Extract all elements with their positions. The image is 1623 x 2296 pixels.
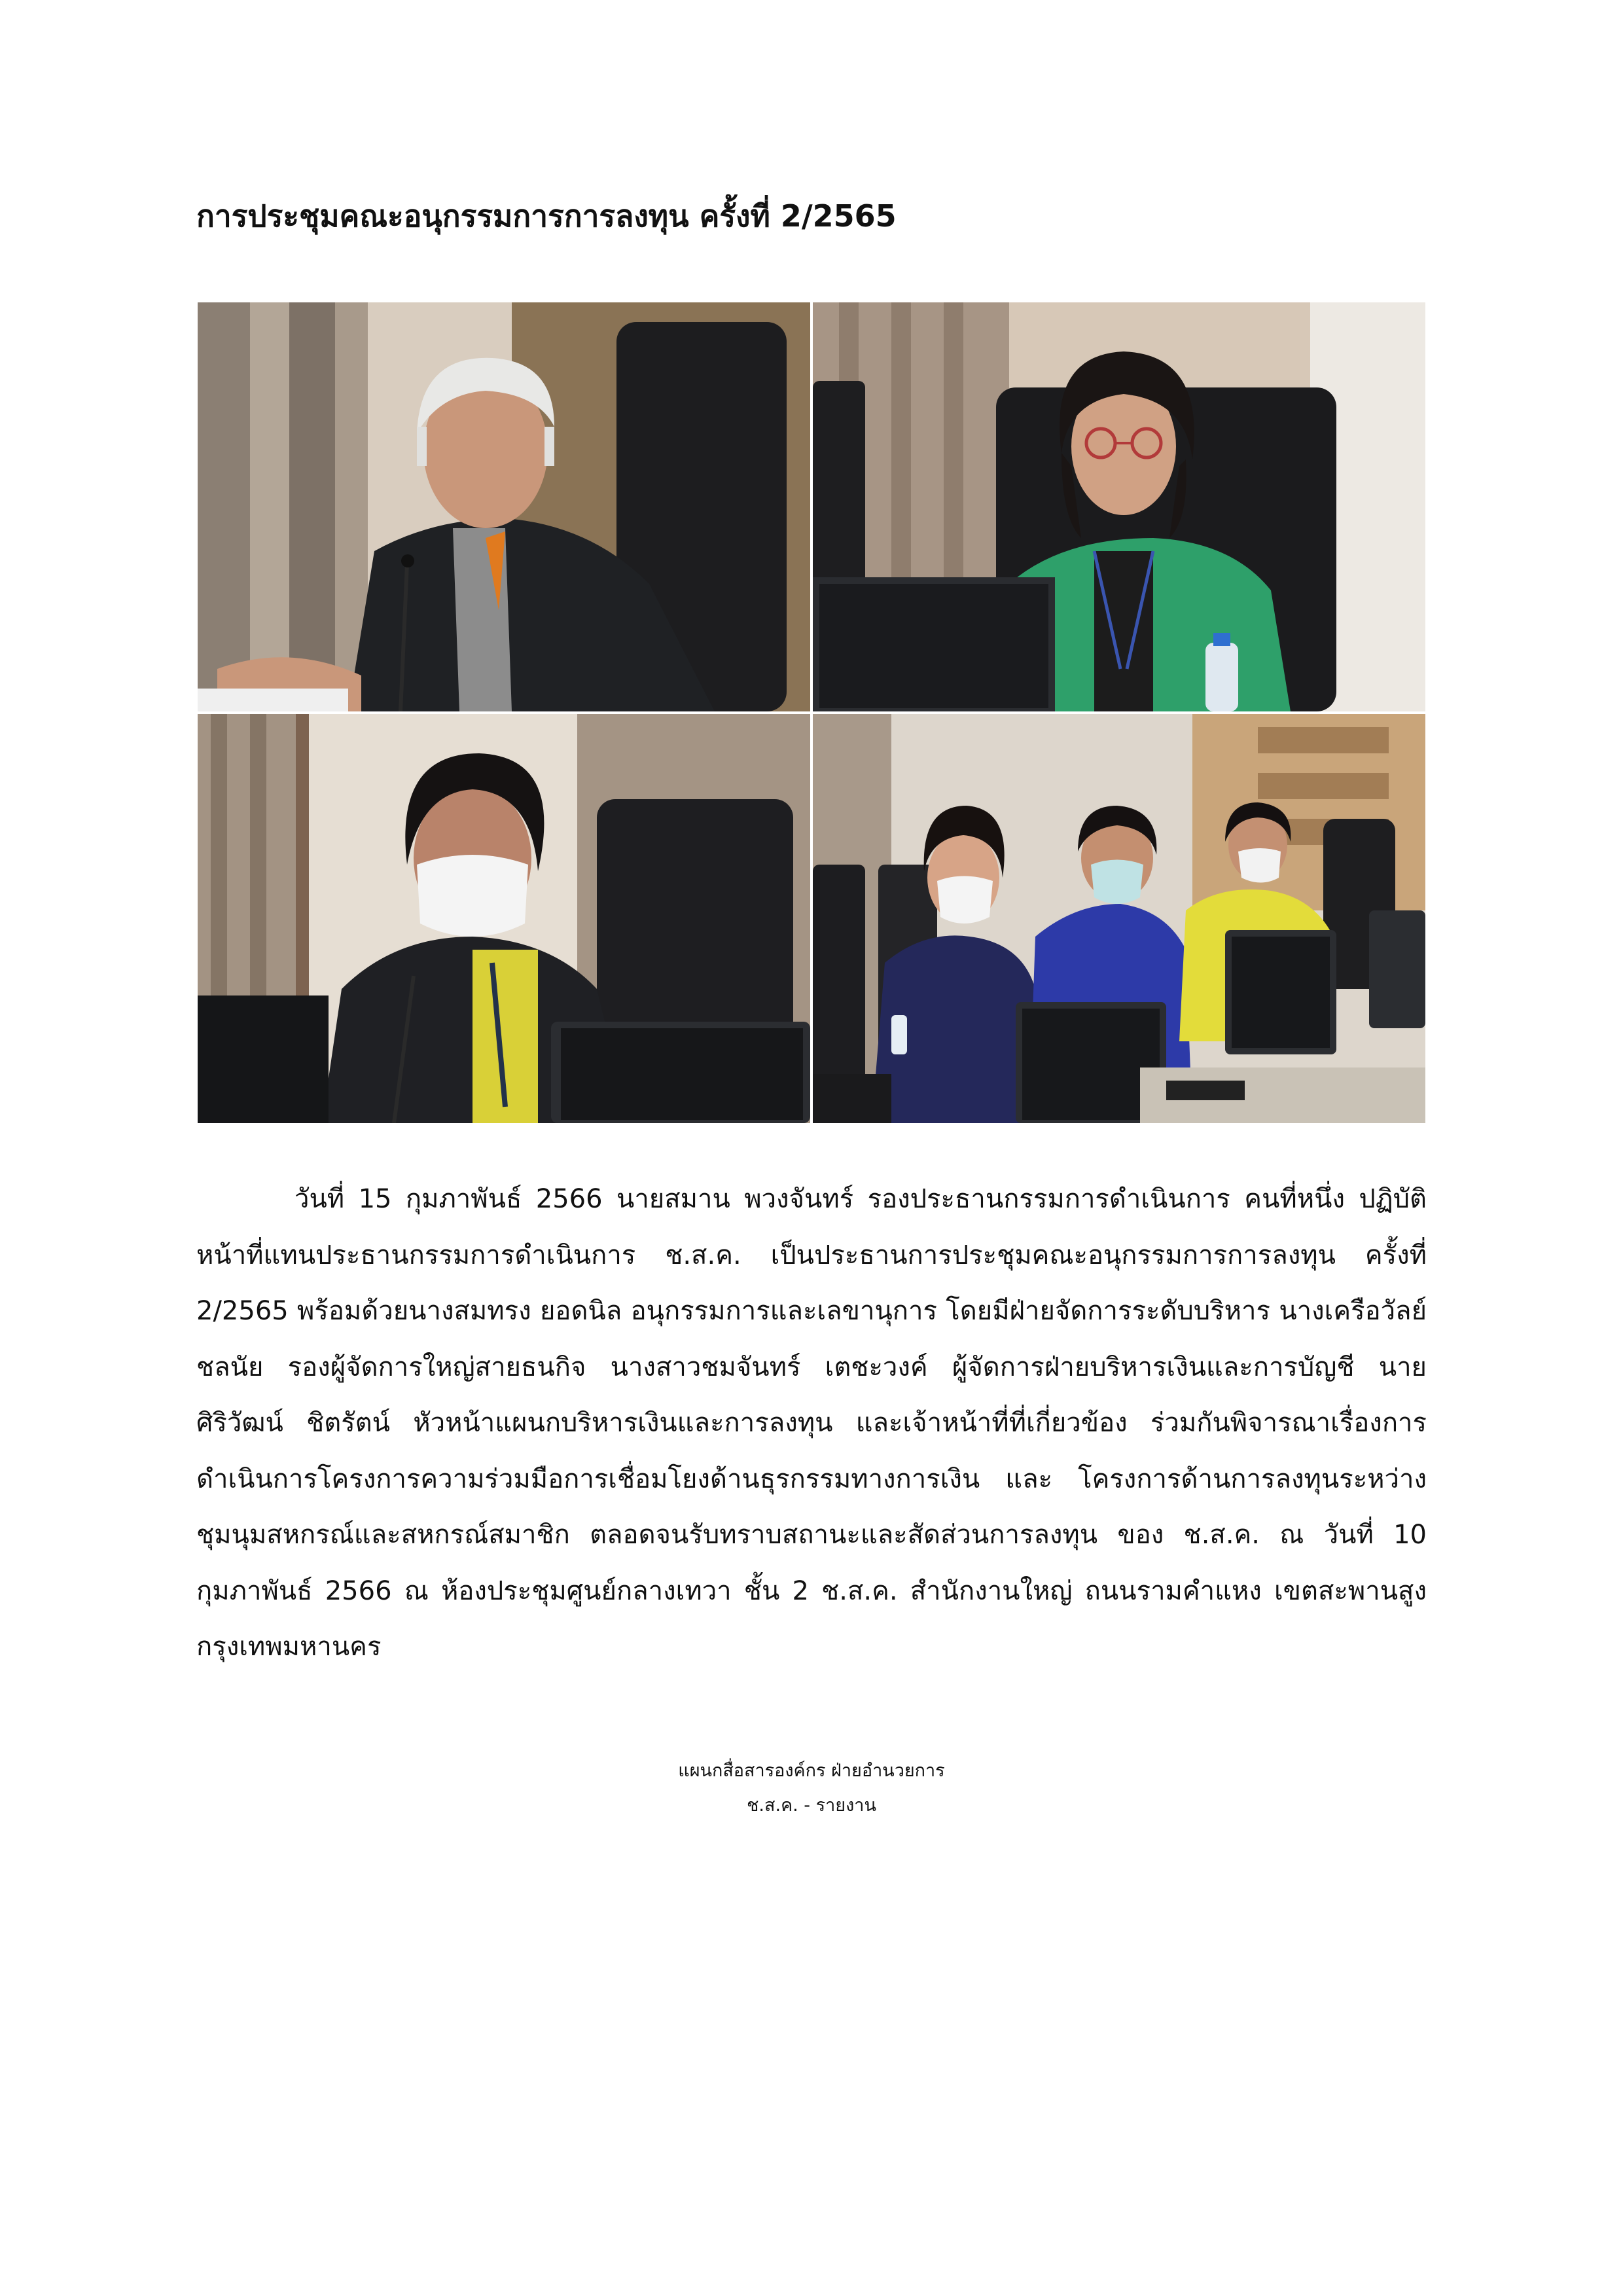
photo-chairman <box>198 302 810 711</box>
footer-department: แผนกสื่อสารองค์กร ฝ่ายอำนวยการ <box>678 1761 945 1781</box>
article-body: วันที่ 15 กุมภาพันธ์ 2566 นายสมาน พวงจันทร์ รองประธานกรรมการดำเนินการ คนที่หนึ่ง ปฏิบัติหน้าที่แทนประธานกรรมการดำเนินการ ช.ส.ค. เป็นประธานการประชุมคณะอนุกรรมการการลงทุน ครั้งที่ 2/2565 พร้อมด้วยนางสมทรง ยอดนิล อนุกรรมการและเลขานุการ โดยมีฝ่ายจัดการระดับบริหาร นางเครือวัลย์ ชลนัย รองผู้จัดการใหญ่สายธนกิจ นางสาวชมจันทร์ เตชะวงค์ ผู้จัดการฝ่ายบริหารเงินและการบัญชี นายศิริวัฒน์ ชิตรัตน์ หัวหน้าแผนกบริหารเงินและการลงทุน และเจ้าหน้าที่ที่เกี่ยวข้อง ร่วมกันพิจารณาเรื่องการดำเนินการโครงการความร่วมมือการเชื่อมโยงด้านธุรกรรมทางการเงิน และ โครงการด้านการลงทุนระหว่างชุมนุมสหกรณ์และสหกรณ์สมาชิก ตลอดจนรับทราบสถานะและสัดส่วนการลงทุน ของ ช.ส.ค. ณ วันที่ 10 กุมภาพันธ์ 2566 ณ ห้องประชุมศูนย์กลางเทวา ชั้น 2 ช.ส.ค. สำนักงานใหญ่ ถนนรามคำแหง เขตสะพานสูง กรุงเทพมหานคร <box>196 1184 1427 1662</box>
document-title: การประชุมคณะอนุกรรมการการลงทุน ครั้งที่ 2/2565 <box>196 198 897 234</box>
footer-report-credit: ช.ส.ค. - รายงาน <box>747 1795 876 1816</box>
photo-collage <box>198 302 1425 1123</box>
photo-secretary <box>813 302 1425 711</box>
photo-masked-woman <box>198 714 810 1123</box>
photo-staff-group <box>813 714 1425 1123</box>
